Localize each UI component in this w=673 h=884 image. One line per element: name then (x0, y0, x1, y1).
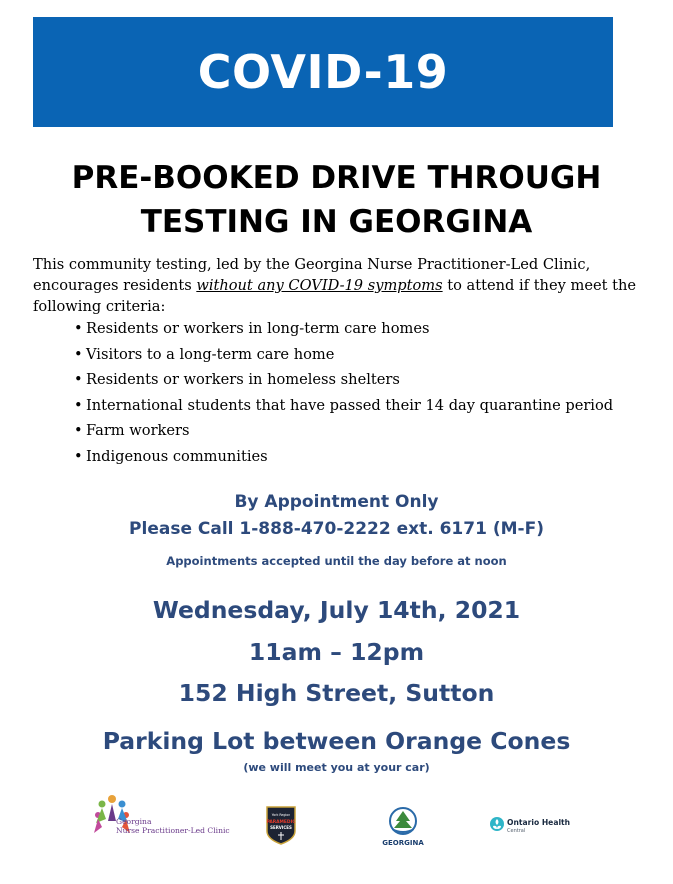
intro-text-before: This community testing, led by the Georgina Nurse Practitioner-Led Clinic, encourages residents (33, 256, 591, 294)
headline-line-1: PRE-BOOKED DRIVE THROUGH (71, 160, 602, 196)
criteria-text: Farm workers (86, 422, 190, 440)
paramedic-logo (264, 805, 298, 845)
georgina-logo (381, 806, 425, 848)
list-item: • Residents or workers in long-term care homes (74, 320, 430, 337)
criteria-text: Indigenous communities (86, 447, 268, 465)
criteria-text: Visitors to a long-term care home (86, 345, 335, 363)
georgina-label: GEORGINA (382, 839, 424, 847)
paramedic-line-1: York Region (271, 813, 291, 817)
event-address: 152 High Street, Sutton (178, 679, 495, 707)
tree-icon (381, 806, 425, 838)
ontario-health-logo (489, 816, 579, 838)
paramedic-line-2: PARAMEDIC (266, 820, 296, 825)
appointment-phone: Please Call 1-888-470-2222 ext. 6171 (M-F) (129, 519, 544, 539)
criteria-text: Residents or workers in homeless shelters (86, 371, 400, 389)
covid-banner (33, 17, 613, 127)
headline-line-2: TESTING IN GEORGINA (140, 204, 533, 240)
intro-text-after: to attend if they meet the following criteria: (33, 277, 636, 315)
list-item: • Visitors to a long-term care home (74, 345, 335, 363)
list-item: • Indigenous communities (74, 447, 268, 465)
intro-paragraph (33, 254, 643, 317)
appointment-title: By Appointment Only (234, 492, 439, 512)
banner-title: COVID-19 (197, 45, 449, 99)
ontario-health-subtitle: Central (507, 828, 526, 834)
gnplc-line-1: Georgina (116, 817, 152, 826)
criteria-text: Residents or workers in long-term care homes (86, 320, 430, 337)
criteria-list (74, 316, 664, 470)
event-location-note: (we will meet you at your car) (243, 761, 430, 774)
event-date: Wednesday, July 14th, 2021 (152, 596, 521, 624)
page-headline (0, 156, 673, 244)
list-item: • Farm workers (74, 422, 190, 440)
paramedic-badge-icon (264, 805, 298, 845)
paramedic-line-3: SERVICES (270, 825, 292, 830)
appointment-note: Appointments accepted until the day before at noon (166, 554, 507, 568)
trillium-icon (489, 816, 505, 836)
ontario-health-title: Ontario Health (507, 818, 571, 827)
list-item: • International students that have passed their 14 day quarantine period (74, 396, 614, 414)
criteria-text: International students that have passed their 14 day quarantine period (86, 396, 614, 414)
event-time: 11am – 12pm (248, 638, 425, 666)
gnplc-line-2: Nurse Practitioner-Led Clinic (116, 826, 230, 835)
event-location: Parking Lot between Orange Cones (102, 727, 571, 755)
list-item: • Residents or workers in homeless shelters (74, 371, 400, 389)
intro-emphasis: without any COVID-19 symptoms (196, 277, 443, 294)
gnplc-logo (92, 793, 230, 843)
